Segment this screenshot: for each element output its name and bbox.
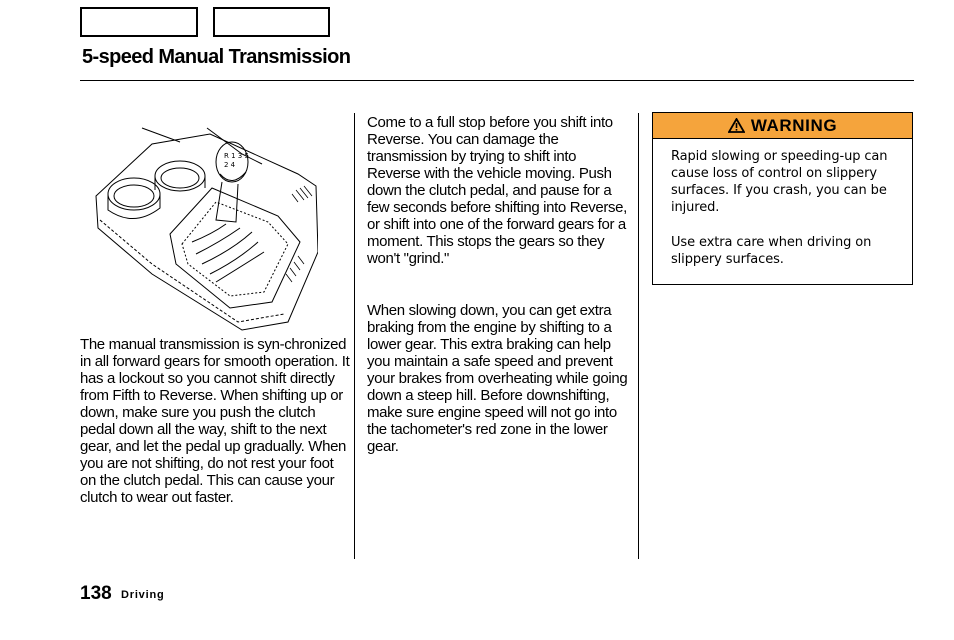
reverse-instructions: Come to a full stop before you shift into Reverse. You can damage the transmission by trying to shift into Reverse with the vehicle moving. Push down the clutch pedal, and pause for a few seconds before shifting into Reverse, or shift into one of the forward gears for a moment. This stops the gears so they won't "grind." (367, 114, 627, 267)
warning-header (653, 113, 912, 139)
page-number: 138 (80, 583, 112, 604)
nav-button-next[interactable] (213, 7, 330, 37)
svg-text:R 1 3 5: R 1 3 5 (224, 152, 249, 160)
warning-triangle-icon (728, 118, 745, 133)
column-divider-left (354, 113, 355, 559)
title-divider (80, 80, 914, 81)
gear-shifter-illustration (92, 124, 318, 332)
engine-braking-instructions: When slowing down, you can get extra braking from the engine by shifting to a lower gear. This extra braking can help you maintain a safe speed and prevent your brakes from overheating while going down a steep hill. Before downshifting, make sure engine speed will not go into the tachometer's red zone in the lower gear. (367, 302, 628, 455)
column-divider-right (638, 113, 639, 559)
transmission-description: The manual transmission is syn-chronized in all forward gears for smooth operation. It has a lockout so you cannot shift directly from Fifth to Reverse. When shifting up or down, make sure you push the clutch pedal down all the way, shift to the next gear, and let the pedal up gradually. When you are not shifting, do not rest your foot on the clutch pedal. This can cause your clutch to wear out faster. (80, 336, 350, 506)
warning-label: WARNING (750, 115, 838, 135)
warning-box (652, 112, 913, 285)
page-title: 5-speed Manual Transmission (82, 46, 351, 68)
warning-text-crash: Rapid slowing or speeding-up can cause loss of control on slippery surfaces. If you crash, you can be injured. (671, 149, 888, 215)
warning-text-care: Use extra care when driving on slippery surfaces. (671, 235, 872, 267)
section-name: Driving (121, 589, 165, 601)
nav-button-previous[interactable] (80, 7, 198, 37)
svg-text:2 4: 2 4 (224, 161, 236, 169)
